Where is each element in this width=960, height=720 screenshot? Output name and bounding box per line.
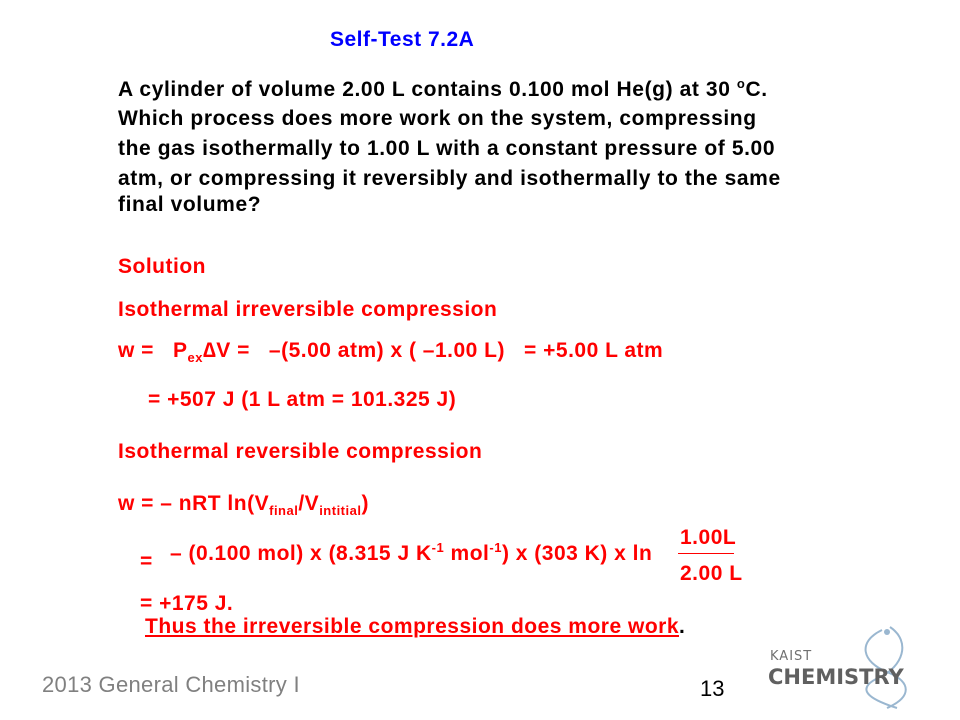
fraction-bar: [678, 553, 734, 554]
conclusion: Thus the irreversible compression does more work.: [145, 615, 686, 638]
fraction-denominator: 2.00 L: [680, 562, 743, 585]
question-line-2: Which process does more work on the system, compressing: [118, 107, 757, 130]
footer-course: 2013 General Chemistry I: [42, 672, 300, 697]
equation-irreversible-work: $w = P_{ex}\Delta V = -(5.00$ atm) x ( –1.00 L) = +5.00 L atm: [118, 339, 664, 366]
question-line-3: the gas isothermally to 1.00 L with a constant pressure of 5.00: [118, 137, 776, 160]
fraction-numerator: 1.00L: [680, 526, 737, 549]
equation-reversible-equals: =: [140, 550, 153, 573]
slide-title: Self-Test 7.2A: [330, 28, 475, 51]
logo-kaist-text: KAIST: [770, 649, 813, 664]
equation-reversible-values: – (0.100 mol) x (8.315 J $K^{-1}$ mol$^{-1}$) x (303 K) x ln: [170, 540, 653, 565]
irreversible-heading: Isothermal irreversible compression: [118, 298, 498, 321]
logo-chemistry-text: CHEMISTRY: [768, 665, 904, 689]
reversible-heading: Isothermal reversible compression: [118, 440, 483, 463]
degree-sup: o: [736, 76, 746, 91]
question-line-4: atm, or compressing it reversibly and isothermally to the same: [118, 167, 781, 190]
page-number: 13: [700, 676, 725, 701]
question-line-5: final volume?: [118, 193, 262, 216]
solution-heading: Solution: [118, 255, 206, 278]
equation-irreversible-joules: = +507 J (1 L atm = 101.325 J): [148, 388, 457, 411]
question-line-1: A cylinder of volume 2.00 L contains 0.100 mol He(g) at 30 $^o$C.: [118, 76, 768, 101]
equation-reversible-result: = +175 J.: [140, 592, 234, 615]
kaist-chemistry-logo: [762, 622, 932, 712]
equation-reversible-work: w = – nRT $\ln(V_{final}/V_{intitial})$: [118, 492, 369, 519]
